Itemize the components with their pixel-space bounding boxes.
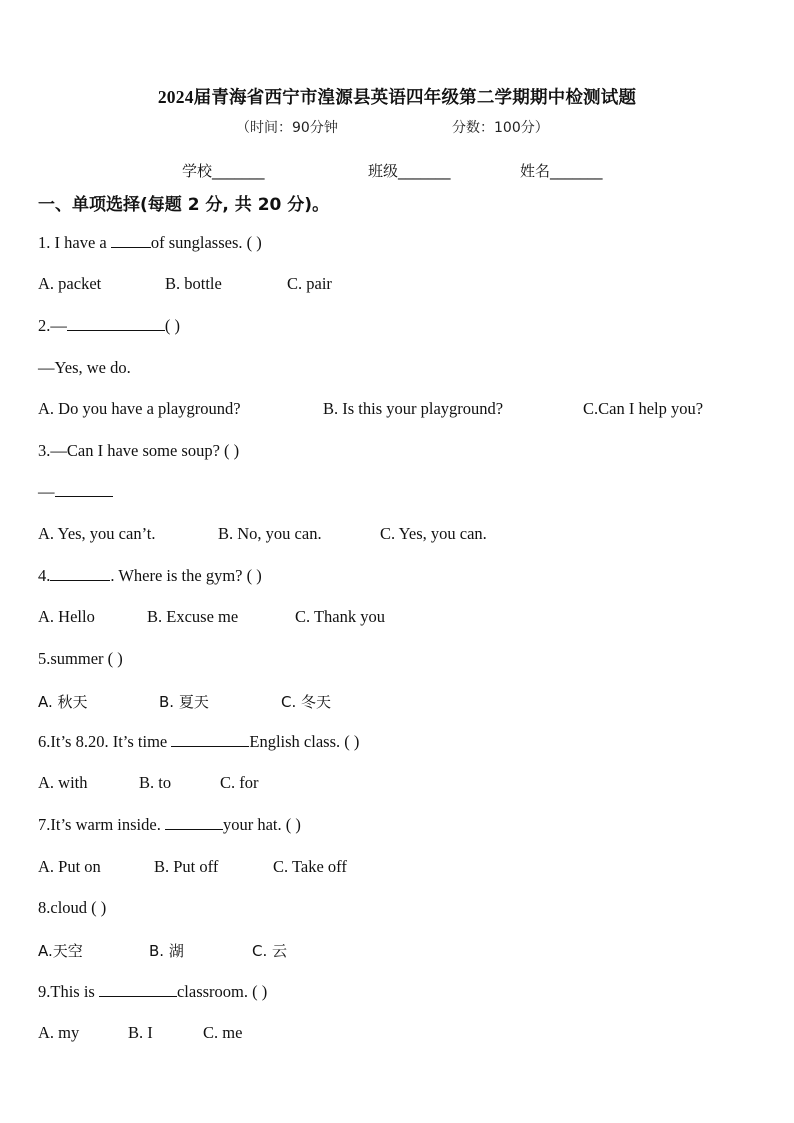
question-2-stem-start: 2.— (38, 316, 67, 335)
question-7-stem-start: 7.It’s warm inside. (38, 815, 165, 834)
answer-blank (171, 732, 249, 747)
question-3-option-c: C. Yes, you can. (380, 524, 487, 543)
question-6-stem-start: 6.It’s 8.20. It’s time (38, 732, 172, 751)
question-2-reply: —Yes, we do. (38, 358, 131, 377)
answer-blank (55, 482, 113, 497)
question-6-option-a: A. with (38, 773, 88, 792)
question-2-option-b: B. Is this your playground? (323, 399, 504, 418)
question-4-option-c: C. Thank you (295, 607, 385, 626)
question-4-stem-end: . Where is the gym? ( ) (110, 566, 262, 585)
question-4-stem-start: 4. (38, 566, 51, 585)
question-8-option-b: B. 湖 (149, 942, 184, 960)
question-4-option-b: B. Excuse me (147, 607, 239, 626)
question-9-option-b: B. I (128, 1023, 153, 1042)
question-8-option-a: A.天空 (38, 942, 83, 960)
question-4 (38, 566, 262, 586)
question-9-stem-end: classroom. ( ) (176, 982, 268, 1001)
exam-time: （时间：90分钟 (236, 120, 338, 136)
question-6-stem-end: English class. ( ) (249, 732, 360, 751)
question-1-stem-start: 1. I have a (38, 233, 111, 252)
question-6-option-c: C. for (220, 773, 259, 792)
question-3-option-b: B. No, you can. (218, 524, 322, 543)
answer-blank (50, 566, 110, 581)
answer-blank (165, 815, 223, 830)
question-6-option-b: B. to (139, 773, 172, 792)
question-1-option-c: C. pair (287, 274, 332, 293)
question-2-stem-end: ( ) (164, 316, 180, 335)
exam-score: 分数：100分） (452, 120, 549, 136)
question-7-option-a: A. Put on (38, 857, 101, 876)
question-4-option-a: A. Hello (38, 607, 95, 626)
question-3-reply (38, 482, 113, 502)
question-6 (38, 732, 359, 752)
question-7 (38, 815, 301, 835)
answer-blank (67, 316, 165, 331)
section-heading: 一、单项选择(每题 2 分, 共 20 分)。 (38, 195, 330, 215)
question-2-option-c: C.Can I help you? (583, 399, 704, 418)
page-title: 2024届青海省西宁市湟源县英语四年级第二学期期中检测试题 (157, 87, 637, 107)
question-3-option-a: A. Yes, you can’t. (38, 524, 156, 543)
question-9-stem-start: 9.This is (38, 982, 99, 1001)
class-field: 班级_______ (368, 162, 451, 180)
question-5-option-a: A. 秋天 (38, 693, 88, 711)
question-9-option-a: A. my (38, 1023, 80, 1042)
question-5-stem: 5.summer ( ) (38, 649, 123, 668)
question-3-stem: 3.—Can I have some soup? ( ) (38, 441, 240, 460)
question-8-option-c: C. 云 (252, 942, 288, 960)
question-2 (38, 316, 180, 336)
question-7-option-b: B. Put off (154, 857, 219, 876)
question-1-option-b: B. bottle (165, 274, 222, 293)
question-1 (38, 233, 262, 253)
question-3-reply-dash: — (38, 482, 55, 501)
question-7-option-c: C. Take off (273, 857, 347, 876)
question-7-stem-end: your hat. ( ) (222, 815, 301, 834)
question-2-option-a: A. Do you have a playground? (38, 399, 241, 418)
school-field: 学校_______ (182, 162, 265, 180)
question-1-option-a: A. packet (38, 274, 102, 293)
question-1-stem-end: of sunglasses. ( ) (150, 233, 262, 252)
question-8-stem: 8.cloud ( ) (38, 898, 107, 917)
question-9 (38, 982, 267, 1002)
question-5-option-c: C. 冬天 (281, 693, 332, 711)
answer-blank (99, 982, 177, 997)
answer-blank (111, 233, 151, 248)
question-9-option-c: C. me (203, 1023, 243, 1042)
question-5-option-b: B. 夏天 (159, 693, 209, 711)
name-field: 姓名_______ (520, 162, 603, 180)
